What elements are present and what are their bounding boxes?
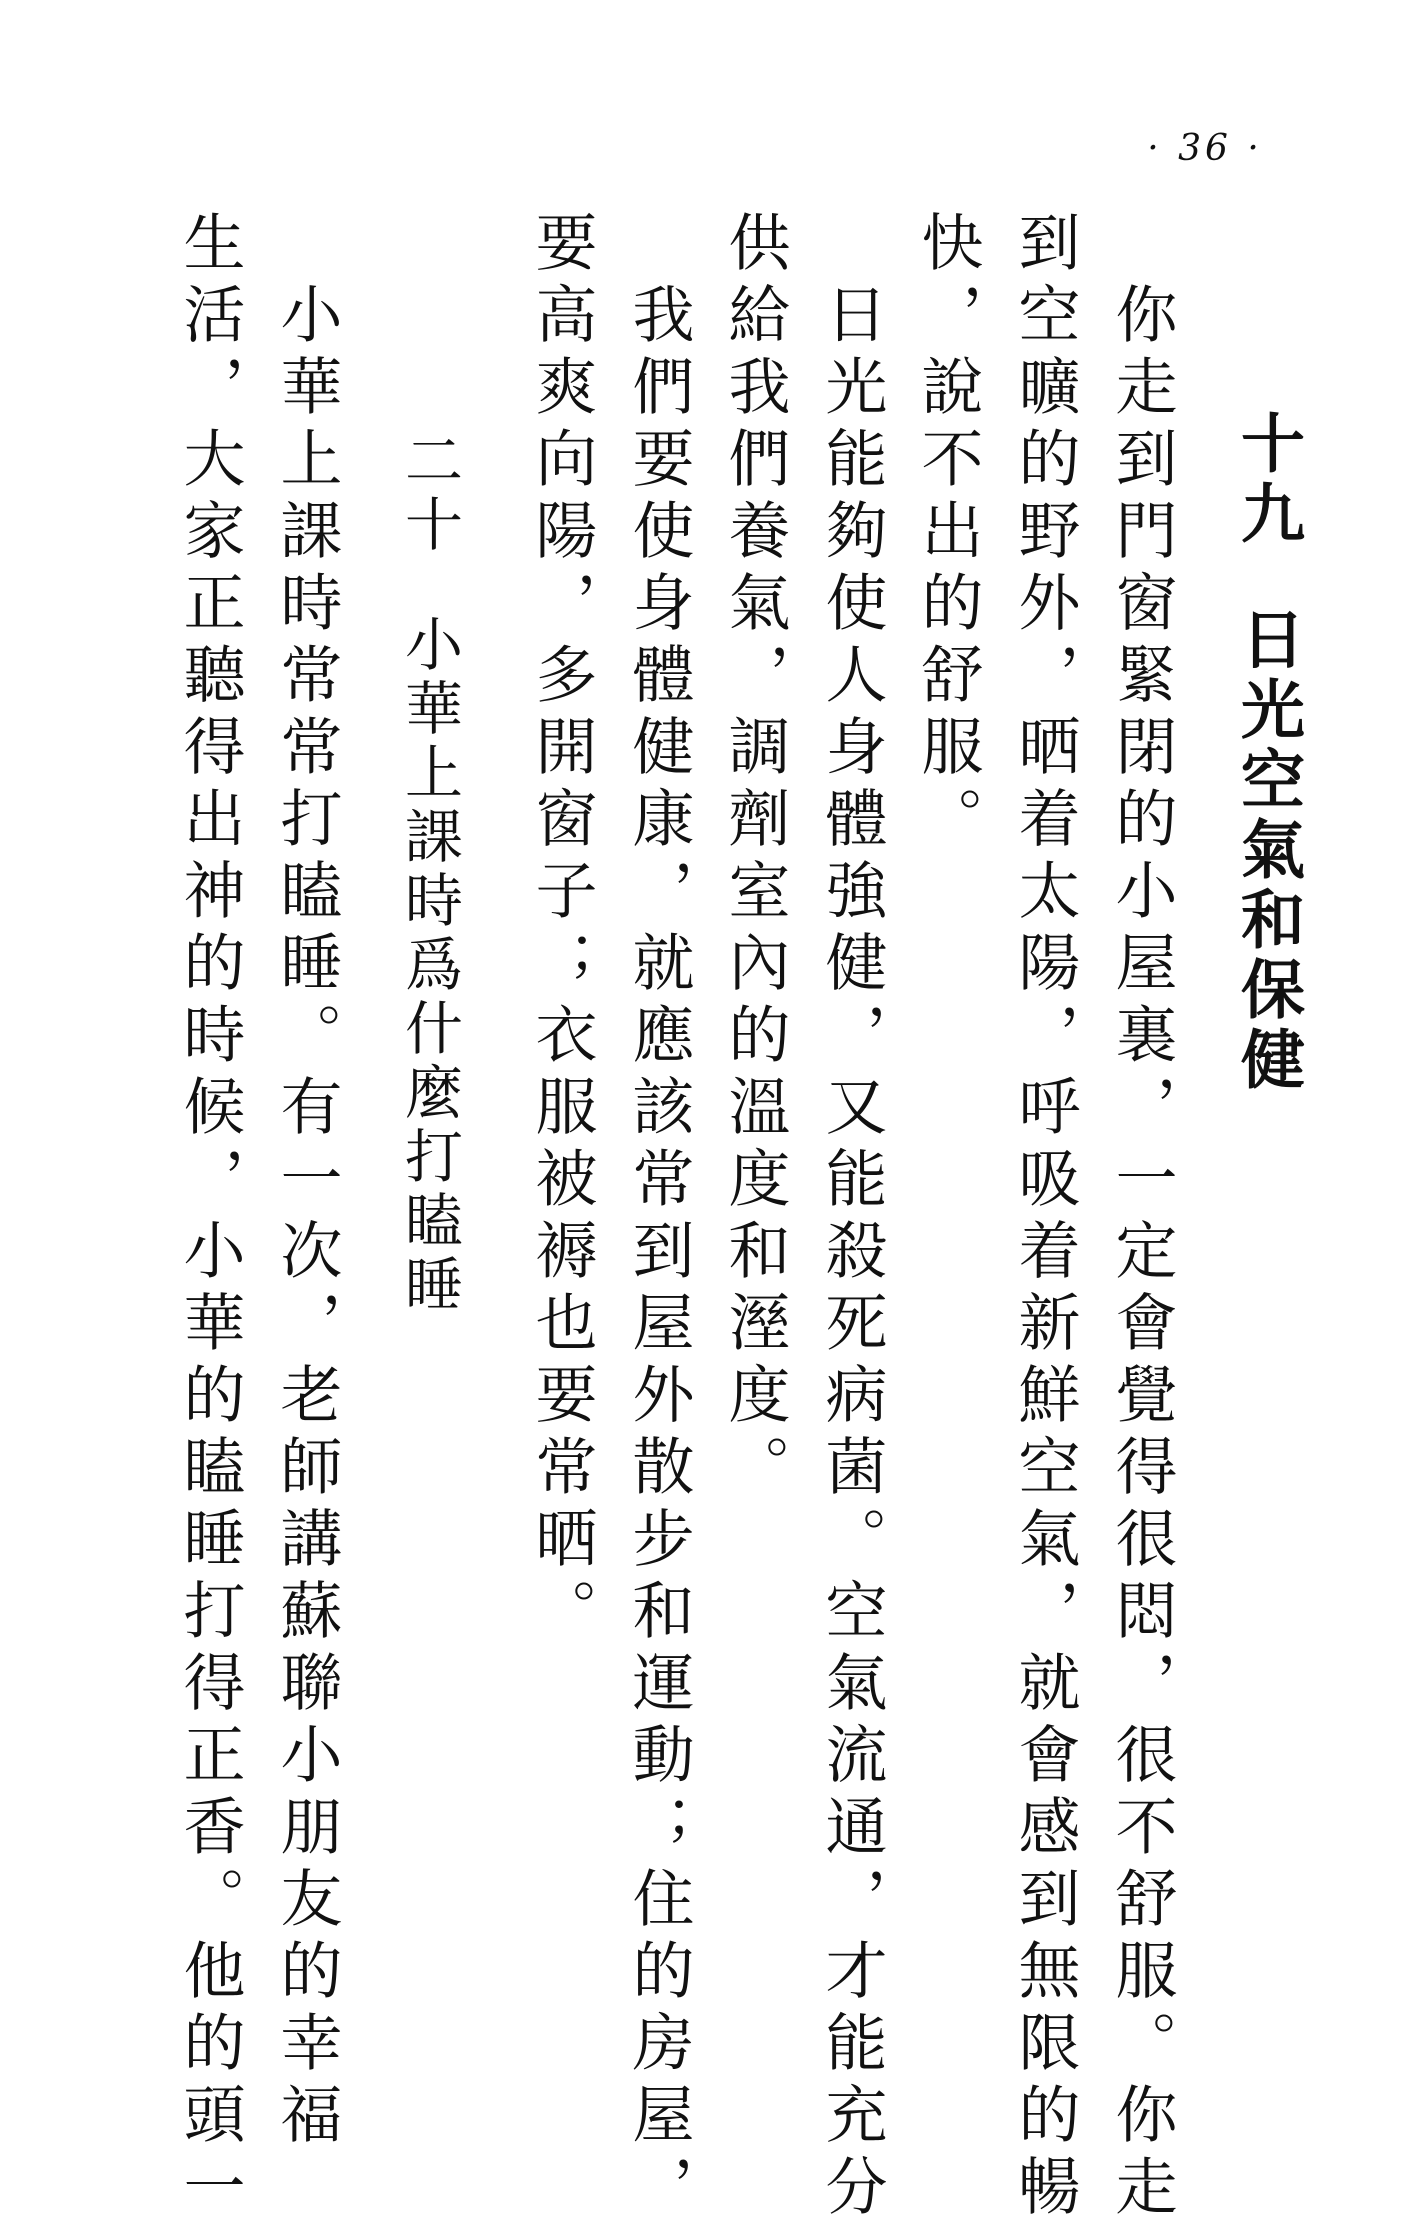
section-19-line-1: 你走到門窗緊閉的小屋裏，一定會覺得很悶，很不舒服。你走 <box>1105 282 1178 2226</box>
section-19-heading <box>1230 410 1305 1096</box>
section-20-heading <box>395 430 463 1318</box>
section-19-line-6: 我們要使身體健康，就應該常到屋外散步和運動；住的房屋， <box>622 282 695 2226</box>
section-19-line-5: 供給我們養氣，調劑室內的溫度和溼度。 <box>718 210 791 1506</box>
section-19-line-7: 要高爽向陽，多開窗子；衣服被褥也要常晒。 <box>525 210 598 1650</box>
section-20-number: 二十 <box>395 430 463 558</box>
section-19-title: 日光空氣和保健 <box>1230 606 1305 1096</box>
section-19-line-3: 快，說不出的舒服。 <box>911 210 984 858</box>
section-19-line-4: 日光能夠使人身體強健，又能殺死病菌。空氣流通，才能充分 <box>815 282 888 2226</box>
section-20-title: 小華上課時爲什麼打瞌睡 <box>395 614 463 1318</box>
section-20-line-1: 小華上課時常常打瞌睡。有一次，老師講蘇聯小朋友的幸福 <box>270 282 343 2154</box>
page-number: · 36 · <box>1147 128 1263 169</box>
section-20-line-2: 生活，大家正聽得出神的時候，小華的瞌睡打得正香。他的頭一 <box>173 210 246 2226</box>
section-19-line-2: 到空曠的野外，晒着太陽，呼吸着新鮮空氣，就會感到無限的暢 <box>1008 210 1081 2226</box>
section-19-number: 十九 <box>1230 410 1305 550</box>
